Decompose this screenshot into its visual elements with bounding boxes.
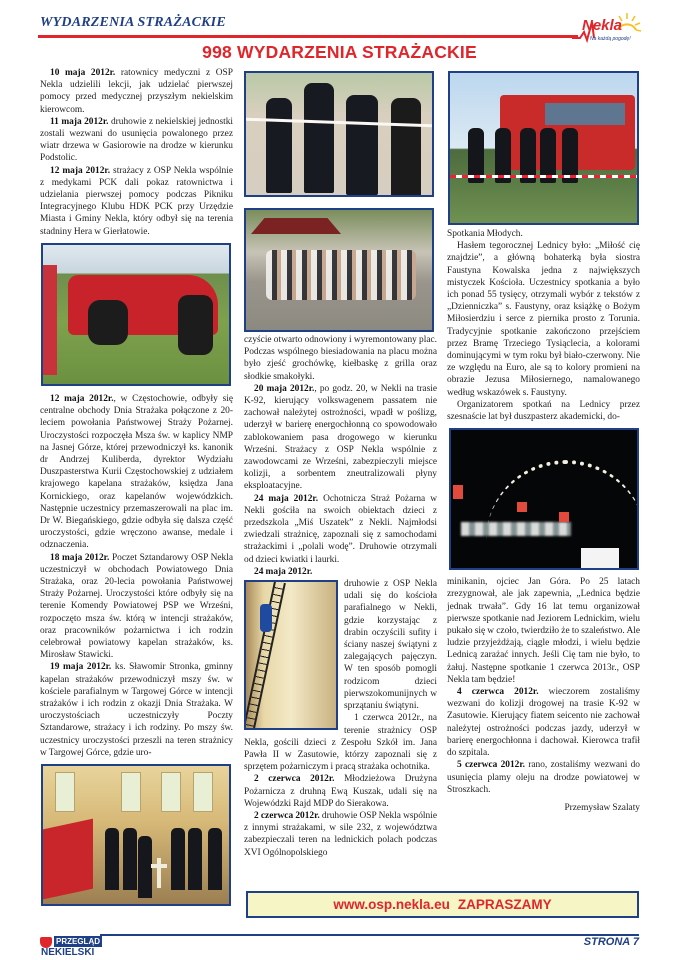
entry xyxy=(447,686,640,759)
entry xyxy=(244,493,437,566)
entry xyxy=(244,773,437,810)
entry-text: druhowie OSP Nekla wspólnie z innymi strażakami, w sile 232, z województwa zabezpieczali teren na lednickich polach podczas XVI Ogólnopolskiego xyxy=(244,810,437,858)
entry-text: Poczet Sztandarowy OSP Nekla uczestniczył w obchodach Powiatowego Dnia Strażaka, oraz 20-lecia powołania Państwowej Straży Pożarnej. Uroczystości które odbyły się na terenie Komendy Powiatowej PSP we Wrześni, rozpoczęto msza św. którą w intencji strażaków, oraz pracowników pożarnictwa i ich rodzin celebrował powiatowy kapelan strażaków, ks. Mirosław Stawicki. xyxy=(40,552,233,661)
section-title: WYDARZENIA STRAŻACKIE xyxy=(40,15,226,30)
footer-divider xyxy=(100,934,639,936)
photo-ribbon-cutting xyxy=(244,71,434,197)
entry-text: Hasłem tegorocznej Lednicy było: „Miłość cię znajdzie”, a główną bohaterką była siostra Faustyna Kowalska jedna z największych mistyczek Kościoła. Uczestnicy spotkania a było ich ponad 55 tysięcy, otrzymali wybór z tekstów z „Dzienniczka” s. Faustyny, oraz książkę o Bożym Miłosierdziu i serce z piernika prosto z Torunia. Tradycyjnie spotkanie zakończono przejściem przez Bramę Trzeciego Tysiąclecia, a kolorami dominującymi w tym roku był biało-czerwony. Nie ze względu na Euro, ale są to kolory promieni na obrazie Jezusa Miłosiernego, namalowanego według wskazówek s. Faustyny. xyxy=(447,241,640,398)
entry xyxy=(244,334,437,383)
photo-lednica-gate xyxy=(449,428,639,570)
header-divider xyxy=(38,35,578,38)
entry-text: wieczorem zostaliśmy wezwani do kolizji drogowej na trasie K-92 w Zasutowie. Kierujący fiatem seicento nie zachował należytej ostrożności podczas jazdy, uderzył w barierę energochłonna i dachował. Kierowca trafił do szpitala. xyxy=(447,687,640,759)
logo-wordmark: Nekla xyxy=(582,17,623,34)
entry-date: 4 czerwca 2012r. xyxy=(457,687,539,698)
page-number: STRONA 7 xyxy=(583,936,639,948)
entry-text: ks. Sławomir Stronka, gminny kapelan strażaków przewodniczył mszy św. w kościele parafialnym w Targowej Górce w intencji strażaków i ich rodzin z okazji Dnia Strażaka. W uroczystościach uczestniczyły Poczty Sztandarowe, strażacy i ich rodziny. Po mszy św. uczestnicy uroczystości przeszli na teren strażnicy w Targowej Górce, gdzie uro- xyxy=(40,662,233,758)
entry xyxy=(447,240,640,399)
banner-cta: ZAPRASZAMY xyxy=(457,897,552,912)
entry-date: 24 maja 2012r. xyxy=(254,493,319,504)
entry xyxy=(40,661,233,759)
entry-date: 2 czerwca 2012r. xyxy=(254,810,320,821)
entry xyxy=(40,67,233,116)
entry xyxy=(40,165,233,238)
entry-date: 10 maja 2012r. xyxy=(50,68,116,78)
article-title: 998 WYDARZENIA STRAŻACKIE xyxy=(202,42,477,62)
przeglad-nekielski-logo xyxy=(40,936,102,958)
photo-church-cleaning xyxy=(244,580,338,730)
entry-text: strażacy z OSP Nekla wspólnie z medykami PCK dali pokaz ratownictwa i udzielania pierwszej pomocy podczas Pikniku Integracyjnego Klubu HDK PCK przy Urzędzie Miasta i Gminy Nekla, który odbył się na terenia stadniny Hera w Gierłatowie. xyxy=(40,165,233,237)
logo-bottom-text: NEKIELSKI xyxy=(41,947,95,958)
entry-date: 12 maja 2012r. xyxy=(50,394,114,404)
entry-text: rano, zostaliśmy wezwani do usunięcia plamy oleju na drodze powiatowej w Stroszkach. xyxy=(447,760,640,795)
entry-date: 2 czerwca 2012r. xyxy=(254,774,335,785)
entry-text: , po godz. 20, w Nekli na trasie K-92, kierujący volkswagenem passatem nie zachował należytej ostrożności, wpadł w poślizg, uderzył w barierę energochłonną co spowodowało zablokowaniem pasa drogowego w kierunku Wrześni. Strażacy z OSP Nekla wspólnie z zawodowcami ze Wrześni, zabezpieczyli miejsce kolizji, a sorbentem zneutralizowali płyny eksploatacyjne. xyxy=(244,383,437,492)
entry xyxy=(447,576,640,686)
column-2-text xyxy=(244,334,437,859)
entry xyxy=(244,566,437,712)
entry xyxy=(447,228,640,240)
logo-tagline: Na każdą pogodę! xyxy=(590,36,631,42)
entry xyxy=(40,116,233,165)
entry-date: 20 maja 2012r. xyxy=(254,383,315,394)
entry-date: 12 maja 2012r. xyxy=(50,165,111,176)
entry-text: , w Częstochowie, odbyły się centralne obchody Dnia Strażaka połączone z 20-leciem powołania Państwowej Straży Pożarnej. Uroczystości rozpoczęła Msza św. w kaplicy NMP na Jasnej Górze, której przewodniczył ks. kanonik dr Andrzej Kuliberda, dyrektor Wydziału Duszpasterstwa Kurii Częstochowskiej z udziałem krajowego kapelana strażaków, księdza Jana Kornickiego, oraz kapelanów wojewódzkich. Następnie uczestnicy przemaszerowali na plac im. Dr W. Biegańskiego, gdzie odbyła się dalsza część uroczystości, gdzie wręczono awanse, medale i odznaczenia. xyxy=(40,394,233,551)
entry-text: 1 czerwca 2012r., na terenie strażnicy OSP Nekla, gościli dzieci z Zespołu Szkół im. Jana Pawła II w Zasutowie, którzy zapoznali się z sprzętem pożarniczym i pracą strażaka ochotnika. xyxy=(244,713,437,773)
photo-rescue-demo xyxy=(41,243,231,386)
photo-fire-truck xyxy=(448,71,639,225)
photo-picnic xyxy=(244,208,434,332)
column-1-bottom xyxy=(40,393,233,759)
entry xyxy=(40,393,233,552)
entry-text: minikanin, ojciec Jan Góra. Po 25 latach zrezygnował, ale jak zapewnia, „Lednica będzie jednak trwała”. Gdy 16 lat temu organizował pierwsze spotkanie nad Jeziorem Lednickim, wielu pukało się w czoło, twierdziło że to szaleństwo. Ale ludzie przyjeżdżają, ciągle młodzi, i wielu będzie Lednicą zarażać innych. Jeśli Cię tam nie było, to żałuj. Następne spotkanie 1 czerwca 2013r., OSP Nekla tam będzie! xyxy=(447,577,640,685)
entry-date: 11 maja 2012r. xyxy=(50,116,109,127)
entry-text: ratownicy medyczni z OSP Nekla udzielili lekcji, jak udzielać pierwszej pomocy przed medycznej przyszłym nekielskim kierowcom. xyxy=(40,68,233,115)
entry xyxy=(244,810,437,859)
entry-text: Ochotnicza Straż Pożarna w Nekli gościła na swoich obiektach dzieci z przedszkola „Miś Uszatek” z Nekli. Najmłodsi zwiedzali strażnicę, zapoznali się z samochodami strażackimi i „polali wodę”. Druhowie otrzymali od dzieci kwiatki i laurki. xyxy=(244,493,437,565)
entry-text: Spotkania Młodych. xyxy=(447,229,523,239)
logo-top-text: PRZEGLĄD xyxy=(56,937,100,946)
entry xyxy=(40,552,233,662)
entry-text: Organizatorem spotkań na Lednicy przez szesnaście lat był duszpasterz akademicki, do- xyxy=(447,399,640,423)
entry-date: 24 maja 2012r. xyxy=(254,566,313,577)
entry xyxy=(244,383,437,493)
column-3-text xyxy=(447,228,640,814)
entry-text: czyście otwarto odnowiony i wyremontowany plac. Podczas wspólnego biesiadowania na placu można było zjeść grochówkę, kiełbaskę z grilla oraz słodkie smakołyki. xyxy=(244,335,437,382)
column-1-top xyxy=(40,67,233,238)
entry-date: 18 maja 2012r. xyxy=(50,552,110,563)
entry-date: 19 maja 2012r. xyxy=(50,662,112,673)
website-link[interactable]: www.osp.nekla.eu xyxy=(333,897,450,912)
entry-text: druhowie z OSP Nekla udali się do kościoła parafialnego w Nekli, gdzie korzystając z drabin oczyścili sufity i ściany naszej świątyni z zalegających pajęczyn. W ten sposób pomogli rodzicom dzieci pierwszokomunijnych w sprzątaniu świątyni. xyxy=(344,579,437,712)
photo-church-mass xyxy=(41,764,231,906)
entry xyxy=(447,759,640,796)
author-signature: Przemysław Szalaty xyxy=(564,802,640,813)
entry xyxy=(447,399,640,423)
entry-text: druhowie z nekielskiej jednostki zostali wezwani do usunięcia powalonego przez wiatr drzewa w Gasiorowie na drodze w kierunku Podstolic. xyxy=(40,116,233,164)
website-banner[interactable] xyxy=(246,891,639,918)
entry-date: 5 czerwca 2012r. xyxy=(457,760,525,771)
entry-text: Młodzieżowa Drużyna Pożarnicza z druhną Ewą Kuszak, udali się na Wojewódzki Rajd MDP do Sierakowa. xyxy=(244,774,437,809)
